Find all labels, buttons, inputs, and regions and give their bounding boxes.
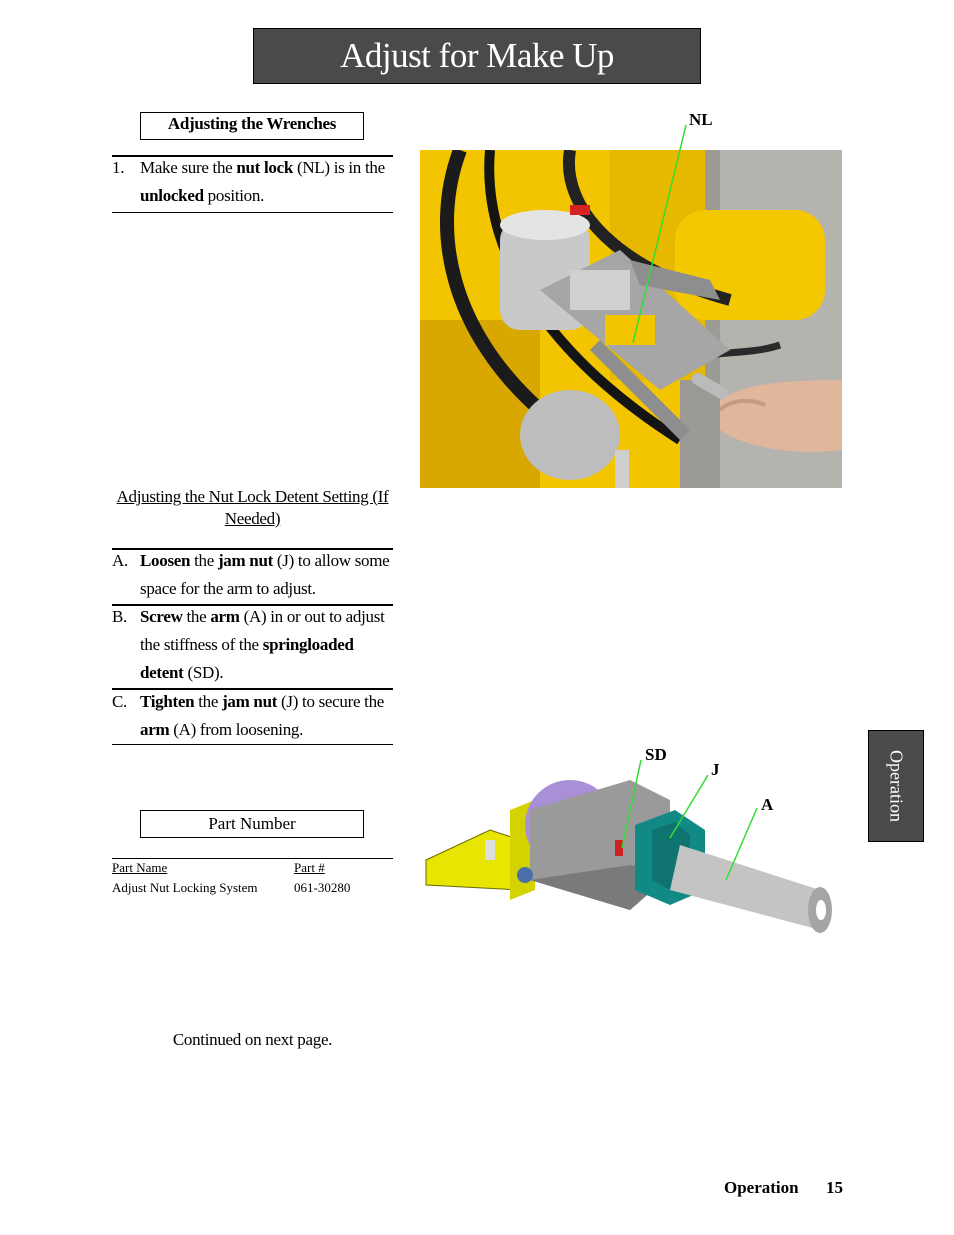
bold-term: jam nut — [222, 692, 278, 711]
bold-term: springloaded detent — [140, 635, 354, 682]
step-number: 1. — [112, 158, 125, 177]
page-title: Adjust for Make Up — [253, 28, 701, 84]
table-header-part-number: Part # — [294, 860, 325, 875]
step-number: A. — [112, 551, 128, 570]
text-run: position. — [203, 186, 265, 205]
page-number: 15 — [826, 1178, 843, 1197]
text-run: (J) to secure the — [277, 692, 385, 711]
bold-term: unlocked — [140, 186, 204, 205]
bold-term: jam nut — [217, 551, 273, 570]
table-cell-part-name: Adjust Nut Locking System — [112, 880, 258, 895]
footer-section-label: Operation — [724, 1178, 799, 1197]
text-run: the — [182, 607, 211, 626]
side-tab-label: Operation — [886, 750, 907, 822]
bold-term: arm — [210, 607, 240, 626]
table-header-part-name: Part Name — [112, 860, 168, 875]
bold-term: arm — [140, 720, 170, 739]
table-cell-part-number: 061-30280 — [294, 880, 351, 895]
text-run: (NL) is in the — [293, 158, 385, 177]
text-run: (J) to allow some space for the arm to adjust. — [140, 551, 390, 598]
nl-callout-line — [633, 125, 686, 343]
side-tab-operation — [868, 730, 924, 842]
bold-term: Tighten — [140, 692, 195, 711]
bold-term: Screw — [140, 607, 183, 626]
text-run: the — [190, 551, 218, 570]
callout-j: J — [711, 760, 720, 779]
part-number-heading: Part Number — [140, 810, 364, 838]
bold-term: nut lock — [236, 158, 294, 177]
j-callout-line — [670, 775, 708, 838]
callout-sd: SD — [645, 745, 667, 764]
text-run: (A) from loosening. — [169, 720, 304, 739]
text-run: the — [194, 692, 223, 711]
text-run: (SD). — [183, 663, 224, 682]
step-number: B. — [112, 607, 127, 626]
text-run: (A) in or out to adjust the stiffness of the — [140, 607, 385, 654]
step-number: C. — [112, 692, 127, 711]
sd-callout-line — [622, 760, 641, 848]
text-run: Make sure the — [140, 158, 237, 177]
a-callout-line — [726, 808, 757, 880]
section-heading: Adjusting the Wrenches — [140, 112, 364, 140]
continued-note: Continued on next page. — [172, 1030, 333, 1049]
bold-term: Loosen — [140, 551, 191, 570]
callout-a: A — [761, 795, 774, 814]
subheading: Adjusting the Nut Lock Detent Setting (If Needed) — [116, 487, 389, 528]
callout-nl: NL — [689, 110, 713, 129]
